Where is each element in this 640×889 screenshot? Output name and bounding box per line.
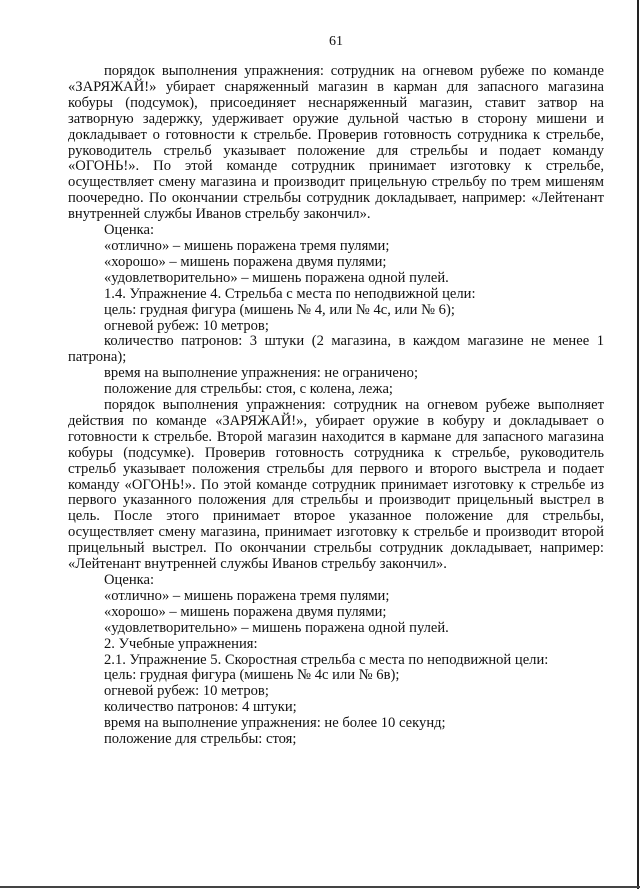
section-heading: 2.1. Упражнение 5. Скоростная стрельба с места по неподвижной цели: (104, 651, 549, 668)
position-line: положение для стрельбы: стоя, с колена, лежа; (104, 381, 393, 398)
time-line: время на выполнение упражнения: не более 10 секунд; (104, 715, 446, 732)
grade-good: «хорошо» – мишень поражена двумя пулями; (104, 253, 387, 270)
firing-line: огневой рубеж: 10 метров; (104, 317, 269, 334)
firing-line: огневой рубеж: 10 метров; (104, 683, 269, 700)
grade-excellent: «отлично» – мишень поражена тремя пулями; (104, 237, 390, 254)
section-heading: 2. Учебные упражнения: (104, 635, 258, 652)
grade-satisfactory: «удовлетворительно» – мишень поражена одной пулей. (104, 619, 449, 636)
assessment-heading: Оценка: (104, 572, 155, 588)
grade-good: «хорошо» – мишень поражена двумя пулями; (104, 603, 387, 620)
position-line: положение для стрельбы: стоя; (104, 731, 297, 748)
rounds-line: количество патронов: 4 штуки; (104, 699, 297, 716)
scan-edge-bottom (0, 886, 640, 888)
scan-edge-right (637, 0, 639, 889)
paragraph: порядок выполнения упражнения: сотрудник на огневом рубеже по команде «ЗАРЯЖАЙ!» убирает снаряженный магазин в карман для запасного магазина кобуры (подсумок), присоединяет неснаряженный магазин, ставит затвор на затворную задержку, удерживает оружие дульной частью в сторону мишени и докладывает о готовности к стрельбе. Проверив готовность сотрудника к стрельбе, руководитель стрельб указывает положение для стрельбы и подает команду «ОГОНЬ!». По этой команде сотрудник принимает изготовку к стрельбе, осуществляет смену магазина и производит прицельную стрельбу по трем мишеням поочередно. По окончании стрельбы сотрудник докладывает, например: «Лейтенант внутренней службы Иванов стрельбу закончил». (68, 63, 604, 223)
page-number: 61 (329, 34, 343, 49)
grade-satisfactory: «удовлетворительно» – мишень поражена одной пулей. (104, 269, 449, 286)
rounds-line: количество патронов: 3 штуки (2 магазина, в каждом магазине не менее 1 патрона); (68, 333, 604, 366)
body-text (68, 64, 604, 748)
target-line: цель: грудная фигура (мишень № 4с или № 6в); (104, 667, 400, 684)
time-line: время на выполнение упражнения: не ограничено; (104, 365, 419, 382)
paragraph: порядок выполнения упражнения: сотрудник на огневом рубеже выполняет действия по команде «ЗАРЯЖАЙ!», убирает оружие в кобуру и докладывает о готовности к стрельбе. Второй магазин находится в кармане для запасного магазина кобуры (подсумке). Проверив готовность сотрудника к стрельбе, руководитель стрельб указывает положения стрельбы для первого и второго выстрела и подает команду «ОГОНЬ!». По этой команде сотрудник принимает изготовку к стрельбе из первого указанного положения для стрельбы и производит прицельный выстрел в цель. После этого принимает второе указанное положение для стрельбы, осуществляет смену магазина, принимает изготовку к стрельбе и производит второй прицельный выстрел. По окончании стрельбы сотрудник докладывает, например: «Лейтенант внутренней службы Иванов стрельбу закончил». (68, 397, 604, 573)
target-line: цель: грудная фигура (мишень № 4, или № 4с, или № 6); (104, 301, 455, 318)
assessment-heading: Оценка: (104, 222, 155, 239)
section-heading: 1.4. Упражнение 4. Стрельба с места по неподвижной цели: (104, 285, 476, 302)
grade-excellent: «отлично» – мишень поражена тремя пулями; (104, 587, 390, 604)
